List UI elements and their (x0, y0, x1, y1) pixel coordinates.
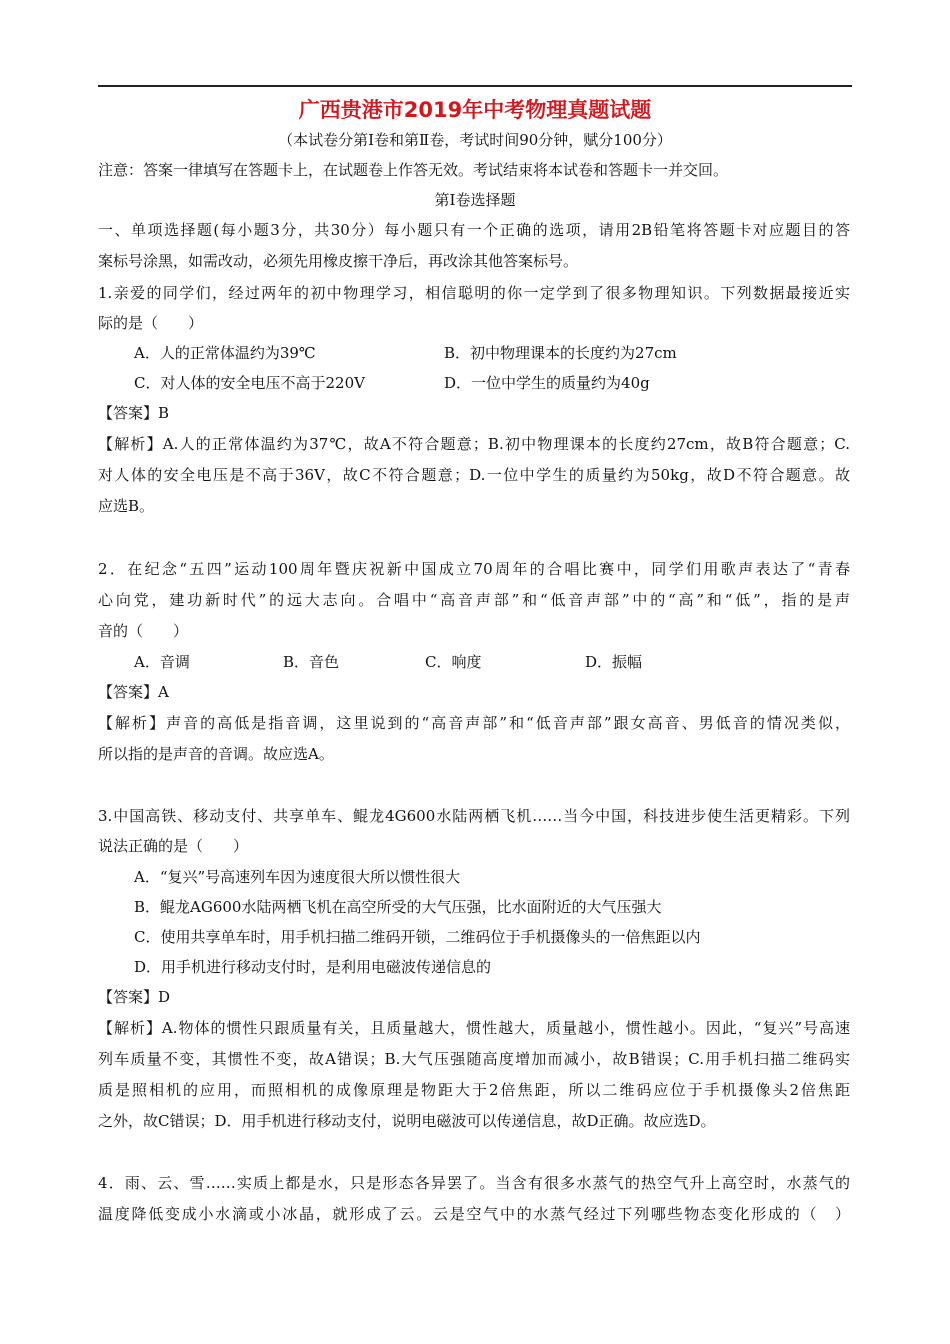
q2-option-d: D．振幅 (585, 653, 643, 671)
q2-stem-line: 2．在纪念“五四”运动100周年暨庆祝新中国成立70周年的合唱比赛中，同学们用歌声表达了“青春 (98, 560, 850, 578)
q1-option-a: A．人的正常体温约为39℃ (134, 344, 316, 362)
q1-stem-line: 1.亲爱的同学们，经过两年的初中物理学习，相信聪明的你一定学到了很多物理知识。下列数据最接近实 (98, 284, 850, 302)
q1-option-c: C．对人体的安全电压不高于220V (134, 374, 365, 392)
q3-stem-line: 说法正确的是（ ） (98, 837, 249, 855)
q3-option-d: D．用手机进行移动支付时，是利用电磁波传递信息的 (134, 958, 492, 976)
q3-stem-line: 3.中国高铁、移动支付、共享单车、鲲龙4G600水陆两栖飞机……当今中国，科技进步使生活更精彩。下列 (98, 807, 850, 825)
q2-option-c: C．响度 (425, 653, 482, 671)
q2-analysis-line: 所以指的是声音的音调。故应选A。 (98, 745, 334, 763)
q1-analysis-line: 应选B。 (98, 497, 155, 515)
q3-option-a: A．“复兴”号高速列车因为速度很大所以惯性很大 (134, 868, 461, 886)
q1-analysis-line: 【解析】A.人的正常体温约为37℃，故A不符合题意；B.初中物理课本的长度约27cm，故B符合题意；C. (98, 435, 850, 453)
q1-answer: 【答案】B (98, 404, 170, 422)
q1-option-d: D．一位中学生的质量约为40g (444, 374, 650, 392)
q2-stem-line: 心向党，建功新时代”的远大志向。合唱中“高音声部”和“低音声部”中的“高”和“低”，指的是声 (98, 591, 850, 609)
q2-option-b: B．音色 (283, 653, 340, 671)
q1-stem-line: 际的是（ ） (98, 314, 204, 332)
q2-answer: 【答案】A (98, 683, 169, 701)
q3-analysis-line: 列车质量不变，其惯性不变，故A错误；B.大气压强随高度增加而减小，故B错误；C.用手机扫描二维码实 (98, 1050, 850, 1068)
q4-stem-line: 4．雨、云、雪……实质上都是水，只是形态各异罢了。当含有很多水蒸气的热空气升上高空时，水蒸气的 (98, 1174, 850, 1192)
q3-analysis-line: 质是照相机的应用，而照相机的成像原理是物距大于2倍焦距，所以二维码应位于手机摄像头2倍焦距 (98, 1081, 850, 1099)
section-heading: 第Ⅰ卷选择题 (434, 191, 516, 209)
q3-analysis-line: 【解析】A.物体的惯性只跟质量有关，且质量越大，惯性越大，质量越小，惯性越小。因此，“复兴”号高速 (98, 1019, 850, 1037)
q1-option-b: B．初中物理课本的长度约为27cm (444, 344, 677, 362)
q3-analysis-line: 之外，故C错误；D．用手机进行移动支付，说明电磁波可以传递信息，故D正确。故应选D。 (98, 1112, 716, 1130)
q3-answer: 【答案】D (98, 988, 171, 1006)
q2-stem-line: 音的（ ） (98, 622, 189, 640)
page-title: 广西贵港市2019年中考物理真题试题 (298, 98, 652, 122)
q2-option-a: A．音调 (134, 653, 190, 671)
q3-option-b: B．鲲龙AG600水陆两栖飞机在高空所受的大气压强，比水面附近的大气压强大 (134, 898, 662, 916)
instructions-line: 一、单项选择题(每小题3分，共30分）每小题只有一个正确的选项，请用2B铅笔将答题卡对应题目的答 (98, 221, 850, 239)
q3-option-c: C．使用共享单车时，用手机扫描二维码开锁，二维码位于手机摄像头的一倍焦距以内 (134, 928, 701, 946)
subtitle: （本试卷分第Ⅰ卷和第Ⅱ卷，考试时间90分钟，赋分100分） (278, 131, 672, 149)
header-rule (98, 85, 852, 87)
q2-analysis-line: 【解析】声音的高低是指音调，这里说到的“高音声部”和“低音声部”跟女高音、男低音的情况类似， (98, 714, 850, 732)
instructions-line: 案标号涂黑，如需改动，必须先用橡皮擦干净后，再改涂其他答案标号。 (98, 252, 579, 270)
q4-stem-line: 温度降低变成小水滴或小冰晶，就形成了云。云是空气中的水蒸气经过下列哪些物态变化形成的（ ） (98, 1205, 850, 1223)
notice: 注意：答案一律填写在答题卡上，在试题卷上作答无效。考试结束将本试卷和答题卡一并交回。 (98, 161, 729, 179)
q1-analysis-line: 对人体的安全电压是不高于36V，故C不符合题意；D.一位中学生的质量约为50kg，故D不符合题意。故 (98, 466, 850, 484)
